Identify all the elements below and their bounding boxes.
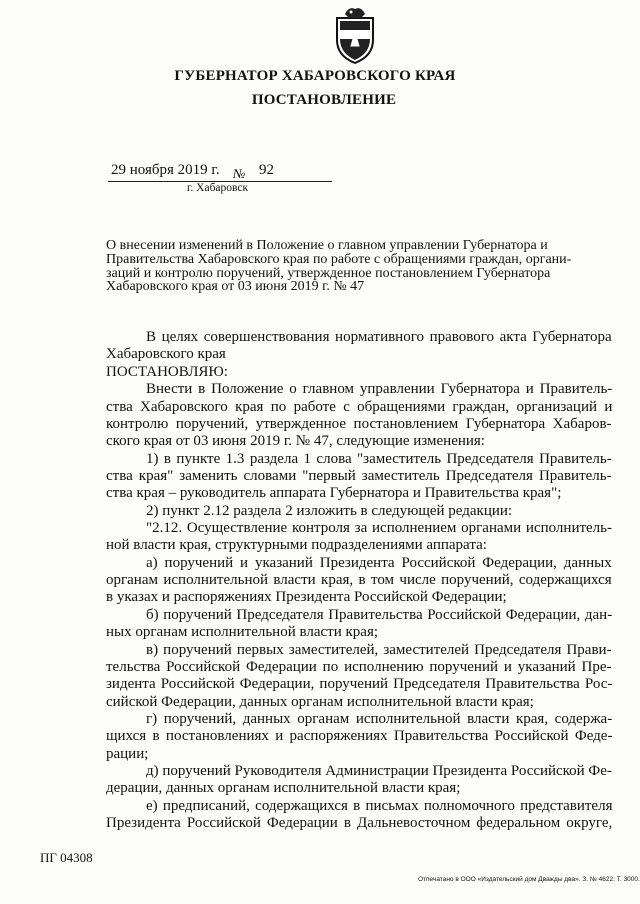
- subject-line: заций и контролю поручений, утвержденное постановлением Губернатора: [106, 265, 551, 281]
- coat-of-arms-icon: [331, 6, 379, 66]
- subject-line: О внесении изменений в Положение о главном управлении Губернатора и: [106, 238, 548, 253]
- body-line: д) поручений Руководителя Администрации Президента Российской Фе-: [146, 763, 612, 779]
- document-date: 29 ноября 2019 г.: [111, 162, 220, 178]
- form-code: ПГ 04308: [40, 850, 93, 865]
- document-number: 92: [259, 162, 274, 178]
- resolve-heading: ПОСТАНОВЛЯЮ:: [106, 364, 228, 380]
- body-line: ной власти края, структурными подразделениями аппарата:: [106, 537, 487, 553]
- body-line: сийской Федерации, данных органам исполнительной власти края;: [106, 694, 534, 710]
- body-line: щихся в постановлениях и распоряжениях Правительства Российской Феде-: [106, 728, 613, 744]
- body-line: В целях совершенствования нормативного правового акта Губернатора: [146, 329, 612, 345]
- subject-line: Хабаровского края от 03 июня 2019 г. № 47: [106, 279, 365, 295]
- number-label: №: [233, 166, 246, 181]
- body-line: б) поручений Председателя Правительства Российской Федерации, дан-: [146, 607, 613, 623]
- authority-title: ГУБЕРНАТОР ХАБАРОВСКОГО КРАЯ: [174, 68, 456, 84]
- body-line: "2.12. Осуществление контроля за исполнением органами исполнитель-: [146, 520, 613, 536]
- body-line: ства края – руководитель аппарата Губернатора и Правительства края";: [106, 485, 562, 501]
- body-line: ства края" заменить словами "первый заместитель Председателя Правитель-: [106, 468, 612, 484]
- body-line: в) поручений первых заместителей, заместителей Председателя Прави-: [146, 642, 612, 658]
- document-city: г. Хабаровск: [187, 182, 249, 194]
- body-line: 1) в пункте 1.3 раздела 1 слова "заместитель Председателя Правитель-: [146, 451, 612, 467]
- body-line: а) поручений и указаний Президента Российской Федерации, данных: [146, 555, 612, 571]
- body-line: контролю поручений, утвержденное постановлением Губернатора Хабаров-: [106, 416, 612, 432]
- body-line: ского края от 03 июня 2019 г. № 47, следующие изменения:: [106, 433, 485, 449]
- body-line: органам исполнительной власти края, в том числе поручений, содержащихся: [106, 572, 612, 588]
- body-line: ства Хабаровского края по работе с обращениями граждан, организаций и: [106, 399, 613, 415]
- body-line: Хабаровского края: [106, 346, 226, 362]
- body-line: зидента Российской Федерации, поручений Председателя Правительства Рос-: [106, 676, 613, 692]
- document-subject: [106, 239, 611, 294]
- body-line: дерации, данных органам исполнительной власти края;: [106, 780, 461, 796]
- body-line: ных органам исполнительной власти края;: [106, 624, 379, 640]
- printer-note: Отпечатано в ООО «Издательский дом Дважды два». З. № 4622. Т. 3000.: [418, 876, 640, 883]
- body-line: Президента Российской Федерации в Дальневосточном федеральном округе,: [106, 815, 613, 831]
- body-line: 2) пункт 2.12 раздела 2 изложить в следующей редакции:: [146, 503, 513, 519]
- body-line: е) предписаний, содержащихся в письмах полномочного представителя: [146, 798, 613, 814]
- body-line: в указах и распоряжениях Президента Российской Федерации;: [106, 589, 507, 605]
- body-line: тельства Российской Федерации по исполнению поручений и указаний Пре-: [106, 659, 612, 675]
- body-line: Внести в Положение о главном управлении Губернатора и Правитель-: [146, 381, 613, 397]
- document-type: ПОСТАНОВЛЕНИЕ: [251, 92, 397, 108]
- subject-line: Правительства Хабаровского края по работе с обращениями граждан, органи-: [106, 251, 572, 267]
- body-line: г) поручений, данных органам исполнительной власти края, содержа-: [146, 711, 613, 727]
- body-line: рации;: [106, 746, 149, 762]
